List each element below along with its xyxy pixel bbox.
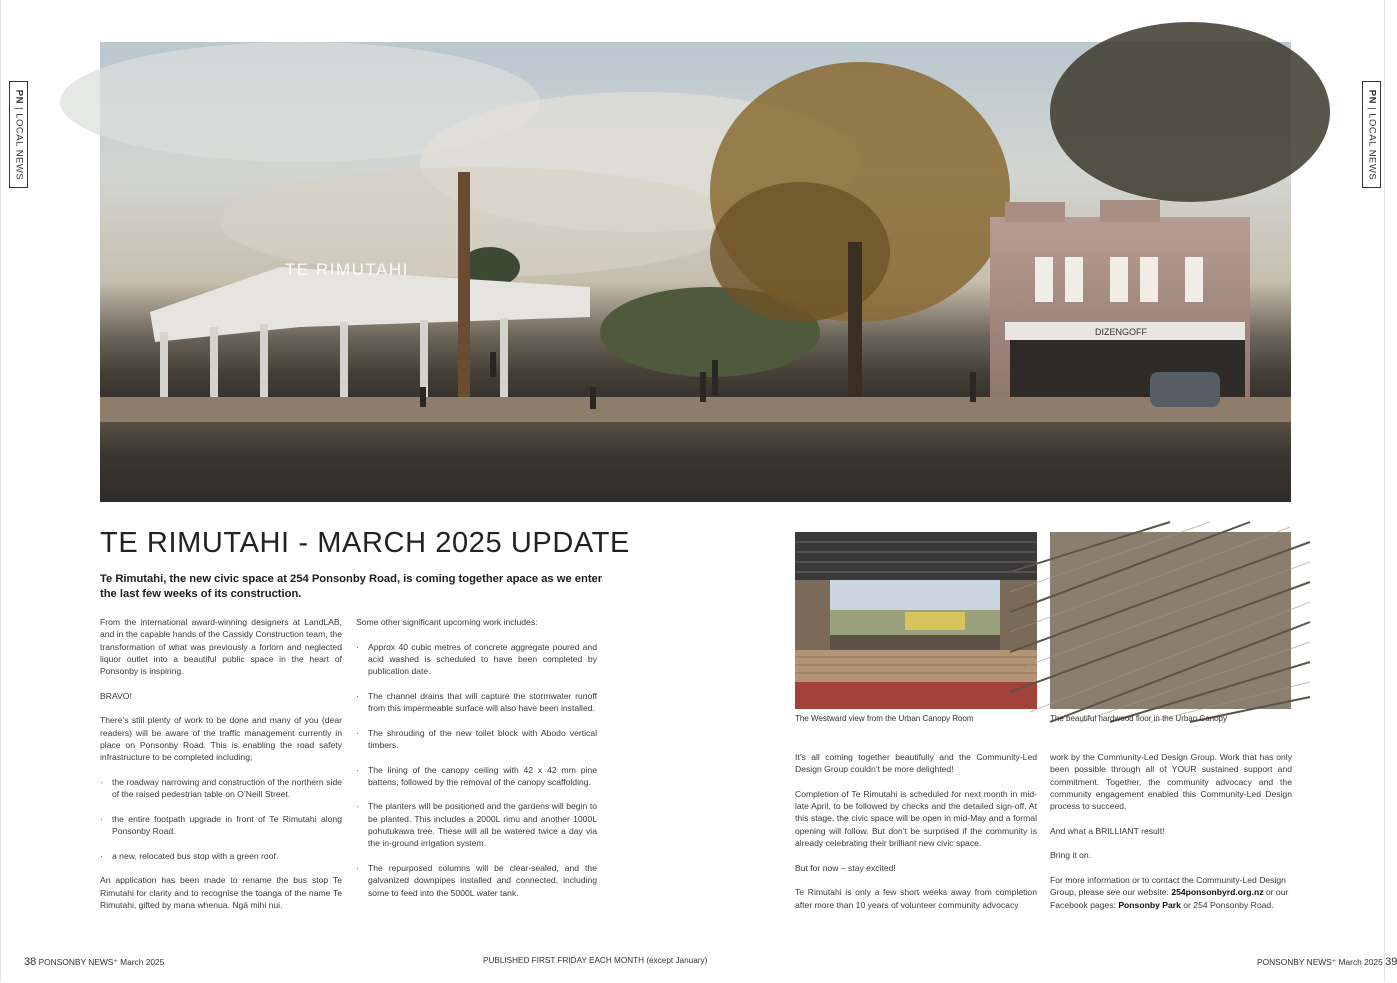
text-span: or our Facebook pages: xyxy=(1050,887,1289,910)
article-column-2 xyxy=(356,616,597,911)
article-column-3 xyxy=(795,751,1037,923)
hero-rendering-image xyxy=(100,42,1291,502)
paragraph: But for now – stay excited! xyxy=(795,862,896,873)
paragraph: And what a BRILLIANT result! xyxy=(1050,825,1165,836)
list-item: · a new, relocated bus stop with a green roof. xyxy=(100,850,342,862)
paragraph: An application has been made to rename the bus stop Te Rimutahi for clarity and to recognise the toanga of the name Te Rimutahi, gifted by mana whenua. Ngā mihi nui. xyxy=(100,875,342,910)
paragraph: It’s all coming together beautifully and the Community-Led Design Group couldn’t be more delighted! xyxy=(795,752,1037,775)
text-span: or 254 Ponsonby Road. xyxy=(1180,899,1274,910)
section-tab-left: PN | LOCAL NEWS xyxy=(9,81,28,188)
shop-sign: DIZENGOFF xyxy=(1095,327,1147,337)
text-span: For more information or to contact the Community-Led Design Group, please see our website: xyxy=(1050,874,1286,898)
list-item: · The repurposed columns will be clear-sealed, and the galvanized downpipes installed and connected, including some to feed into the 5000L water tank. xyxy=(356,862,597,899)
brand-mark: PN xyxy=(13,89,24,104)
westward-view-illustration xyxy=(795,532,1037,709)
footer-center: PUBLISHED FIRST FRIDAY EACH MONTH (except January) xyxy=(483,956,708,965)
footer-publication: PONSONBY NEWS⁺ March 2025 xyxy=(38,957,165,967)
section-tab-right: PN | LOCAL NEWS xyxy=(1362,81,1381,188)
paragraph: BRAVO! xyxy=(100,690,132,701)
list-item: · The planters will be positioned and the gardens will begin to be planted. This includes a 2000L rimu and another 1000L pohutukawa tree. These will all be watered twice a day via the in-ground irrigation system. xyxy=(356,800,597,849)
footer-right xyxy=(1257,956,1397,968)
article-column-4 xyxy=(1050,751,1292,923)
hardwood-floor-photo xyxy=(1050,532,1291,709)
hero-illustration xyxy=(100,42,1291,502)
paragraph: There’s still plenty of work to be done and many of you (dear readers) will be aware of the traffic management currently in place on Ponsonby Road. This is enabling the road safety infrastructure to be completed including; xyxy=(100,715,342,763)
list-item: · the entire footpath upgrade in front of Te Rimutahi along Ponsonby Road. xyxy=(100,813,342,838)
paragraph: From the international award-winning designers at LandLAB, and in the capable hands of the Cassidy Construction team, the transformation of what was previously a forlorn and neglected liquor outlet into a beautiful public space in the heart of Ponsonby is inspiring. xyxy=(100,617,342,677)
section-label: LOCAL NEWS xyxy=(13,112,24,180)
list-item: · The channel drains that will capture the stormwater runoff from this impermeable surface will also have been installed. xyxy=(356,690,597,715)
footer-publication: PONSONBY NEWS⁺ March 2025 xyxy=(1257,957,1383,967)
facebook-page-link[interactable]: Ponsonby Park xyxy=(1118,899,1181,910)
list-item: · Approx 40 cubic metres of concrete aggregate poured and acid washed is scheduled to have been completed by publication date. xyxy=(356,641,597,678)
bullet-list xyxy=(100,776,342,862)
article-standfirst: Te Rimutahi, the new civic space at 254 Ponsonby Road, is coming together apace as we enter the last few weeks of its construction. xyxy=(100,573,603,600)
brand-mark: PN xyxy=(1366,89,1377,104)
page-number-left: 38 xyxy=(24,956,37,968)
list-item: · The lining of the canopy ceiling with 42 x 42 mm pine battens, followed by the removal of the canopy scaffolding. xyxy=(356,764,597,789)
website-link[interactable]: 254ponsonbyrd.org.nz xyxy=(1171,887,1264,898)
paragraph: Some other significant upcoming work includes: xyxy=(356,617,538,627)
hardwood-floor-illustration xyxy=(1050,532,1291,709)
footer-left xyxy=(24,956,164,968)
westward-view-photo xyxy=(795,532,1037,709)
westward-photo-caption: The Westward view from the Urban Canopy Room xyxy=(795,714,974,723)
paragraph: Bring it on. xyxy=(1050,850,1092,861)
list-item: · The shrouding of the new toilet block with Abodo vertical timbers. xyxy=(356,727,597,752)
section-label: LOCAL NEWS xyxy=(1366,112,1377,180)
paragraph: work by the Community-Led Design Group. Work that has only been possible through all of YOUR sustained support and commitment. Together, the community advocacy and the community engagement enabled this Community-Led Design process to succeed. xyxy=(1050,752,1292,812)
paragraph xyxy=(1050,874,1292,911)
list-item: · the roadway narrowing and construction of the northern side of the raised pedestrian table on O’Neill Street. xyxy=(100,776,342,801)
article-headline: TE RIMUTAHI - MARCH 2025 UPDATE xyxy=(100,527,630,559)
paragraph: Completion of Te Rimutahi is scheduled for next month in mid-late April, to be followed by checks and the detailed sign-off. At this stage, the civic space will be open in mid-May and a formal opening will follow. But don’t be surprised if the community is already celebrating their brilliant new civic space. xyxy=(795,788,1037,849)
paragraph: Te Rimutahi is only a few short weeks away from completion after more than 10 years of volunteer community advocacy xyxy=(795,887,1037,910)
page-number-right: 39 xyxy=(1385,956,1397,968)
floor-photo-caption: The beautiful hardwood floor in the Urban Canopy xyxy=(1050,714,1227,723)
bullet-list xyxy=(356,641,597,899)
article-column-1 xyxy=(100,616,342,923)
canopy-sign: TE RIMUTAHI xyxy=(285,260,409,279)
